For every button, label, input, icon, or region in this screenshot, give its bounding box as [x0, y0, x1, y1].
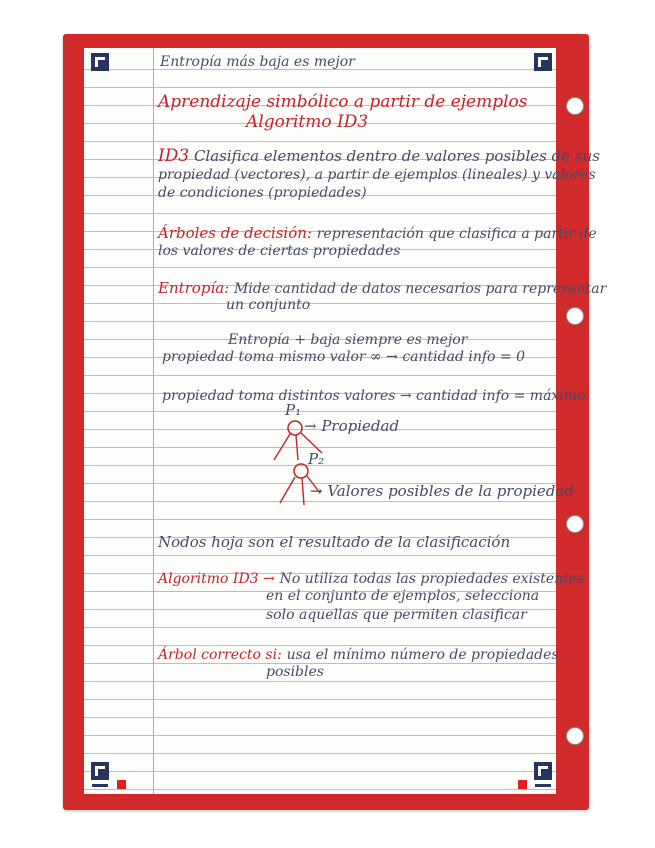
node-p2: [294, 464, 308, 478]
arbol-definition: [158, 645, 559, 663]
algoritmo-def-line-3: solo aquellas que permiten clasificar: [266, 607, 527, 623]
algoritmo-term: Algoritmo ID3 →: [158, 571, 275, 587]
id3-def-line-3: de condiciones (propiedades): [158, 185, 367, 201]
branch: [296, 435, 298, 460]
algoritmo-def-line-2: en el conjunto de ejemplos, selecciona: [266, 588, 540, 604]
label-propiedad: → Propiedad: [304, 417, 400, 435]
title-line-1: Aprendizaje simbólico a partir de ejemplos: [158, 92, 528, 112]
corner-dash: [535, 784, 551, 787]
punch-hole: [566, 307, 584, 325]
punch-hole: [566, 515, 584, 533]
arboles-def-line-2: los valores de ciertas propiedades: [158, 243, 401, 259]
label-valores: → Valores posibles de la propiedad: [310, 482, 574, 500]
corner-mark-icon: [534, 53, 552, 71]
id3-term: ID3: [158, 146, 190, 166]
title-line-2: Algoritmo ID3: [246, 112, 369, 132]
id3-definition: [158, 146, 600, 166]
branch: [302, 478, 304, 505]
entropia-def-line-1: Mide cantidad de datos necesarios para representar: [234, 281, 607, 297]
id3-def-line-1: Clasifica elementos dentro de valores posibles de sus: [193, 147, 600, 165]
id3-def-line-2: propiedad (vectores), a partir de ejemplos (lineales) y valores: [158, 167, 596, 183]
node-p1: [288, 421, 302, 435]
tree-diagram: [260, 401, 574, 519]
red-square-mark: [518, 780, 527, 789]
label-p1: P₁: [285, 401, 302, 419]
entropia-definition: [158, 279, 606, 297]
label-p2: P₂: [308, 450, 325, 468]
rule-different-values: propiedad toma distintos valores → cantidad info = máximo: [162, 388, 586, 404]
punch-hole: [566, 97, 584, 115]
entropia-def-line-2: un conjunto: [226, 297, 311, 313]
entropia-rule: Entropía + baja siempre es mejor: [228, 332, 468, 348]
arbol-term: Árbol correcto si:: [158, 647, 282, 663]
branch: [274, 434, 290, 460]
corner-mark-icon: [534, 762, 552, 780]
arboles-definition: [158, 224, 597, 242]
arbol-def-line-1: usa el mínimo número de propiedades: [286, 647, 559, 663]
punch-hole: [566, 727, 584, 745]
corner-dash: [92, 784, 108, 787]
entropia-term: Entropía:: [158, 279, 230, 297]
header-line: Entropía más baja es mejor: [160, 54, 355, 70]
corner-mark-icon: [91, 53, 109, 71]
corner-mark-icon: [91, 762, 109, 780]
rule-same-value: propiedad toma mismo valor ∞ → cantidad info = 0: [162, 349, 526, 365]
algoritmo-definition: [158, 569, 584, 587]
nodos-hoja: Nodos hoja son el resultado de la clasificación: [158, 533, 511, 551]
arboles-term: Árboles de decisión:: [158, 224, 312, 242]
arboles-def-line-1: representación que clasifica a partir de: [316, 226, 597, 242]
arbol-def-line-2: posibles: [266, 664, 324, 680]
algoritmo-def-line-1: No utiliza todas las propiedades existentes: [279, 571, 585, 587]
margin-line: [153, 48, 154, 794]
branch: [280, 477, 295, 503]
red-square-mark: [117, 780, 126, 789]
